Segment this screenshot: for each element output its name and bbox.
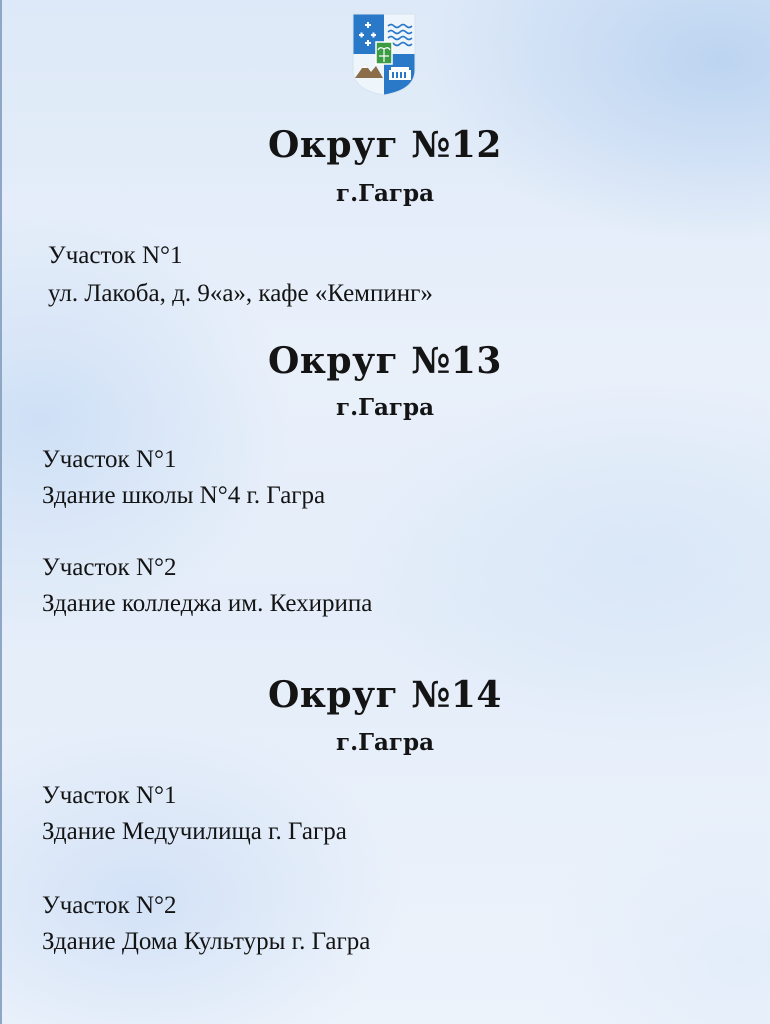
okrug-12-uchastok-1-place: ул. Лакоба, д. 9«а», кафе «Кемпинг»: [48, 280, 433, 307]
okrug-13-city: г.Гагра: [336, 394, 434, 421]
okrug-13-uchastok-1-label: Участок N°1: [42, 446, 177, 473]
okrug-13-uchastok-2-label: Участок N°2: [42, 554, 177, 581]
gagra-coat-of-arms-icon: [351, 12, 417, 96]
okrug-14-uchastok-2-place: Здание Дома Культуры г. Гагра: [42, 928, 371, 955]
okrug-13-uchastok-2-place: Здание колледжа им. Кехирипа: [42, 590, 373, 617]
okrug-14-city: г.Гагра: [336, 729, 434, 756]
okrug-14-uchastok-1-place: Здание Медучилища г. Гагра: [42, 818, 347, 845]
okrug-12-title: Округ №12: [268, 124, 502, 166]
okrug-13-title: Округ №13: [268, 340, 502, 382]
okrug-14-uchastok-2-label: Участок N°2: [42, 892, 177, 919]
okrug-14-title: Округ №14: [268, 674, 502, 716]
okrug-12-uchastok-1-label: Участок N°1: [48, 242, 183, 269]
okrug-13-uchastok-1-place: Здание школы N°4 г. Гагра: [42, 482, 326, 509]
okrug-12-city: г.Гагра: [336, 180, 434, 207]
okrug-14-uchastok-1-label: Участок N°1: [42, 782, 177, 809]
